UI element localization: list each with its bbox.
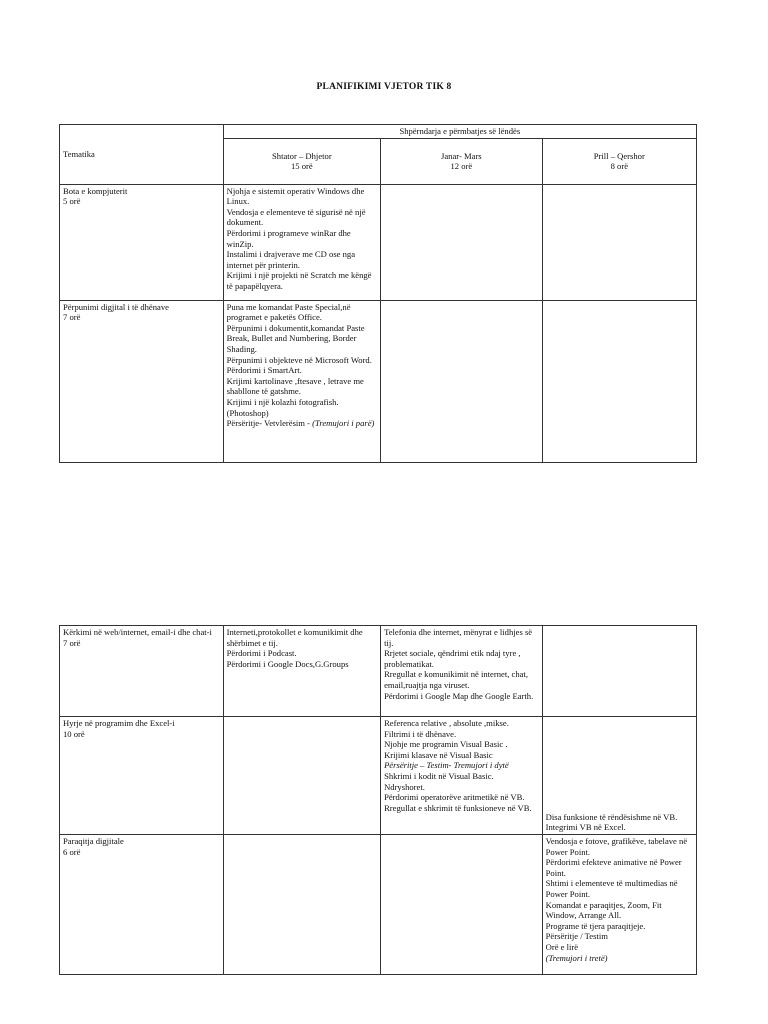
- header-period-2: Janar- Mars 12 orë: [381, 138, 543, 184]
- content-cell-p3: [542, 300, 696, 462]
- plan-table-2: [59, 625, 697, 975]
- theme-cell: Bota e kompjuterit 5 orë: [60, 184, 224, 300]
- theme-cell: Kërkimi në web/internet, email-i dhe chat-i 7 orë: [60, 626, 224, 717]
- table-row: [60, 717, 697, 835]
- plan-table-1: [59, 124, 697, 463]
- content-cell-p1: Interneti,protokollet e komunikimit dhe shërbimet e tij. Përdorimi i Podcast. Përdorimi i Google Docs,G.Groups: [223, 626, 380, 717]
- content-cell-p1: Njohja e sistemit operativ Windows dhe Linux. Vendosja e elementeve të sigurisë në një dokument. Përdorimi i programeve winRar dhe winZip. Instalimi i drajverave me CD ose nga internet për printerin. Krijimi i një projekti në Scratch me këngë të papapëlqyera.: [223, 184, 380, 300]
- header-period-3: Prill – Qershor 8 orë: [542, 138, 696, 184]
- content-cell-p1: [223, 717, 380, 835]
- table-row: [60, 184, 697, 300]
- content-cell-p3: Vendosja e fotove, grafikëve, tabelave në Power Point. Përdorimi efekteve animative në Power Point. Shtimi i elementeve të multimedias në Power Point. Komandat e paraqitjes, Zoom, Fit Window, Arrange All. Programe të tjera paraqitjeje. Përsëritje / Testim Orë e lirë (Tremujori i tretë): [542, 835, 696, 975]
- content-cell-p1: [223, 835, 380, 975]
- page-title: PLANIFIKIMI VJETOR TIK 8: [316, 82, 452, 92]
- content-cell-p1: Puna me komandat Paste Special,në programet e paketës Office. Përpunimi i dokumentit,komandat Paste Break, Bullet and Numbering, Border Shading. Përpunimi i objekteve në Microsoft Word. Përdorimi i SmartArt. Krijimi kartolinave ,ftesave , letrave me shabllone të gatshme. Krijimi i një kolazhi fotografish. (Photoshop) Përsëritje- Vetvlerësim - (Tremujori i parë): [223, 300, 380, 462]
- content-cell-p2: [381, 300, 543, 462]
- table-row: [60, 835, 697, 975]
- content-cell-p3: [542, 184, 696, 300]
- header-shperndarja: Shpërndarja e përmbatjes së lëndës: [223, 125, 696, 139]
- theme-cell: Paraqitja digjitale 6 orë: [60, 835, 224, 975]
- content-cell-p2: Telefonia dhe internet, mënyrat e lidhjes së tij. Rrjetet sociale, qëndrimi etik ndaj tyre , problematikat. Rregullat e komunikimit në internet, chat, email,ruajtja nga viruset. Përdorimi i Google Map dhe Google Earth.: [381, 626, 543, 717]
- content-cell-p2: [381, 835, 543, 975]
- table-row: [60, 626, 697, 717]
- theme-cell: Përpunimi digjital i të dhënave 7 orë: [60, 300, 224, 462]
- header-period-1: Shtator – Dhjetor 15 orë: [223, 138, 380, 184]
- theme-cell: Hyrje në programim dhe Excel-i 10 orë: [60, 717, 224, 835]
- content-cell-p3: Disa funksione të rëndësishme në VB. Integrimi VB në Excel.: [542, 717, 696, 835]
- content-cell-p2: Referenca relative , absolute ,mikse. Filtrimi i të dhënave. Njohje me programin Visual Basic . Krijimi klasave në Visual Basic Përsëritje – Testim- Tremujori i dytë Shkrimi i kodit në Visual Basic. Ndryshoret. Përdorimi operatorëve aritmetikë në VB. Rregullat e shkrimit të funksioneve në VB.: [381, 717, 543, 835]
- table-row: [60, 300, 697, 462]
- header-tematika: Tematika: [60, 125, 224, 185]
- content-cell-p2: [381, 184, 543, 300]
- content-cell-p3: [542, 626, 696, 717]
